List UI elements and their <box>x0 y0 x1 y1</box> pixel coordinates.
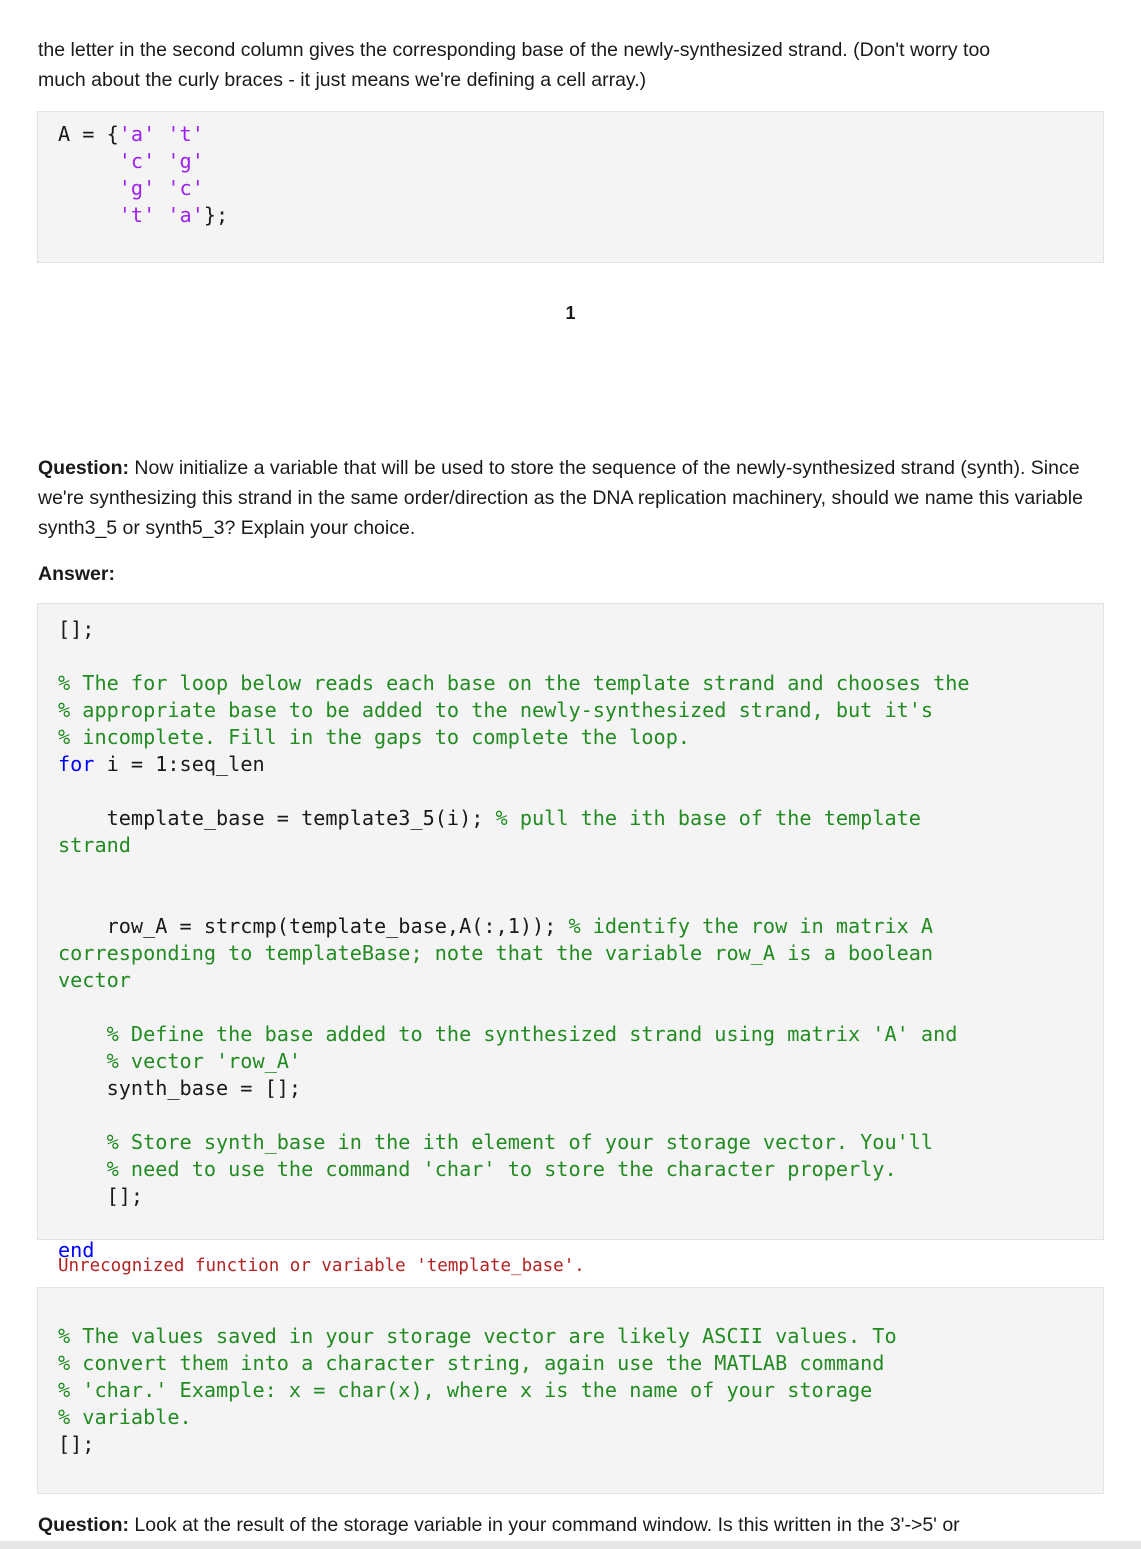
question-1-text: Now initialize a variable that will be used to store the sequence of the newly-synthesized strand (synth). Since we're synthesizing this strand in the same order/direction as the DNA replication machinery, should we name this variable synth3_5 or synth5_3? Explain your choice. <box>38 457 1083 539</box>
pair-0-right: 't' <box>167 122 204 146</box>
question-2-label: Question: <box>38 1514 129 1536</box>
pair-2-left: 'g' <box>118 176 156 200</box>
intro-paragraph: the letter in the second column gives the corresponding base of the newly-synthesized strand. (Don't worry too much about the curly braces - it just means we're defining a cell array.) <box>38 39 991 91</box>
pair-2-right: 'c' <box>167 176 204 200</box>
pair-3-left: 't' <box>118 203 156 227</box>
answer-label: Answer: <box>38 563 115 585</box>
convert-code-block[interactable]: % The values saved in your storage vector are likely ASCII values. To % convert them into a character string, again use the MATLAB command % 'char.' Example: x = char(x), where x is the name of your storage % variable. []; <box>37 1287 1104 1494</box>
top-edge <box>0 0 1141 14</box>
question-2-text: Look at the result of the storage variable in your command window. Is this written in the 3'->5' or <box>129 1514 960 1536</box>
matrix-code-block[interactable]: A = {'a' 't' 'c' 'g' 'g' 'c' 't' 'a'}; <box>37 111 1104 263</box>
pair-0-left: 'a' <box>118 122 156 146</box>
question-1 <box>38 453 1088 543</box>
end-keyword: end <box>58 1238 95 1262</box>
pair-1-right: 'g' <box>167 149 204 173</box>
page-number: 1 <box>565 303 576 323</box>
question-2 <box>38 1510 1118 1540</box>
error-message: Unrecognized function or variable 'template_base'. <box>58 1256 585 1276</box>
for-keyword: for <box>58 752 95 776</box>
bottom-edge <box>0 1541 1141 1549</box>
question-1-label: Question: <box>38 457 129 479</box>
loop-code-block[interactable]: []; % The for loop below reads each base on the template strand and chooses the % appropriate base to be added to the newly-synthesized strand, but it's % incomplete. Fill in the gaps to complete the loop. for i = 1:seq_len template_base = template3_5(i); % pull the ith base of the template strand row_A = strcmp(template_base,A(:,1)); % identify the row in matrix A corresponding to templateBase; note that the variable row_A is a boolean vector % Define the base added to the synthesized strand using matrix 'A' and % vector 'row_A' synth_base = []; % Store synth_base in the ith element of your storage vector. You'll % need to use the command 'char' to store the character properly. []; end <box>37 603 1104 1240</box>
pair-3-right: 'a' <box>167 203 204 227</box>
pair-1-left: 'c' <box>118 149 156 173</box>
